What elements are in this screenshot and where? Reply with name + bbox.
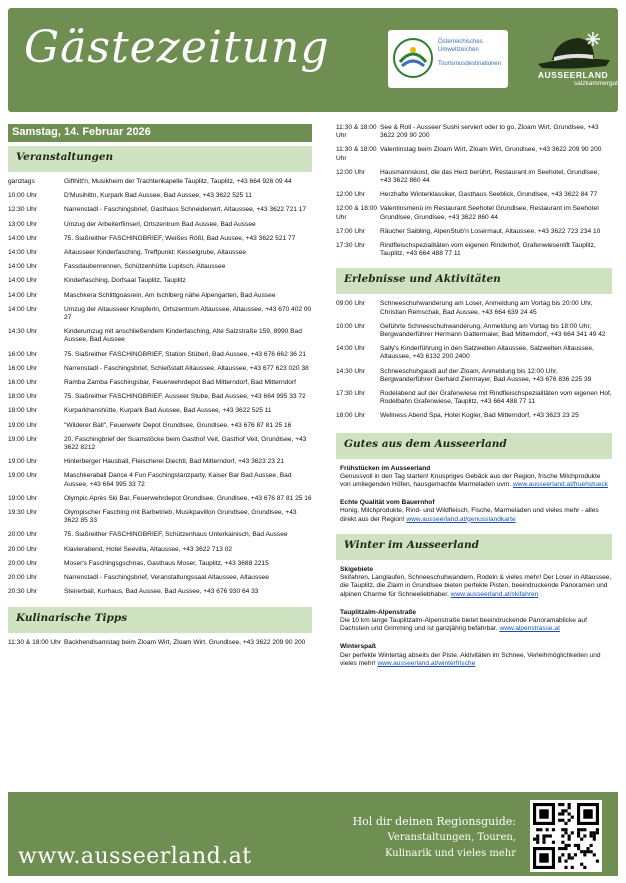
event-row	[336, 323, 612, 339]
qr-module	[574, 844, 577, 847]
event-row	[8, 509, 312, 525]
event-time: 19:00 Uhr	[8, 458, 37, 466]
tip-text: Skifahren, Langlaufen, Schneeschuhwandern, Rodeln & vieles mehr! Der Loser in Altaussee, die Tauplitz, die Zlaim in Grundlsee bieten perfekte Pisten, beeindruckende Panoramen und alpinen Charme für Schneeliebhaber.	[340, 574, 612, 598]
section-winter: Winter im Ausseerland	[336, 534, 612, 560]
event-row	[336, 345, 612, 361]
erlebnisse-list	[336, 300, 612, 420]
qr-module	[577, 831, 580, 834]
qr-module	[561, 841, 564, 844]
section-kulinarik: Kulinarische Tipps	[8, 607, 312, 633]
event-time: 18:00 Uhr	[8, 407, 37, 415]
tip-block	[340, 499, 612, 524]
event-time: 12:30 Uhr	[8, 206, 37, 214]
event-row	[336, 228, 612, 236]
qr-module	[568, 834, 571, 837]
event-time: 16:00 Uhr	[8, 350, 37, 358]
event-row	[8, 422, 312, 430]
qr-module	[542, 834, 545, 837]
qr-module	[586, 850, 589, 853]
qr-module	[596, 860, 599, 863]
qr-module	[571, 866, 574, 869]
qr-module	[561, 819, 564, 822]
event-row	[336, 169, 612, 185]
event-time: 20:00 Uhr	[8, 574, 37, 582]
event-row	[8, 458, 312, 466]
event-row	[8, 192, 312, 200]
event-description: Narrenstadl - Faschingsbrief, Schießstatt Altaussee, Altaussee, +43 677 623 020 38	[64, 364, 309, 372]
event-description: Rodelabend auf der Grafenwiese mit Rindfleischspezialitäten vom eigenen Hof, Rodelbahn Grafenwiese, Tauplitz, +43 664 488 77 11	[380, 390, 612, 406]
event-description: Narrenstadl - Faschingsbrief, Veranstaltungssaal Altaussee, Altaussee	[64, 574, 269, 582]
event-description: Umzug der Arbeiterflinserl, Ortszentrum Bad Aussee, Bad Aussee	[64, 220, 256, 228]
qr-module	[577, 847, 580, 850]
qr-module	[571, 856, 574, 859]
qr-module	[568, 812, 571, 815]
qr-module	[568, 806, 571, 809]
kulinarik-left-list	[8, 639, 312, 647]
kulinarik-right-list	[336, 124, 612, 258]
gutes-list	[336, 465, 612, 524]
right-column	[336, 124, 612, 678]
event-description: Schneeschuhwanderung am Loser, Anmeldung am Vortag bis 20:00 Uhr, Christian Remschak, Bad Aussee, +43 664 639 24 45	[380, 300, 593, 316]
event-time: 16:00 Uhr	[8, 379, 37, 387]
event-row	[336, 412, 612, 420]
date-bar: Samstag, 14. Februar 2026	[8, 124, 312, 142]
qr-module	[539, 809, 548, 818]
tip-heading: Frühstücken im Ausseerland	[340, 464, 431, 472]
footer-line-1: Hol dir deinen Regionsguide:	[352, 815, 516, 828]
section-veranstaltungen: Veranstaltungen	[8, 146, 312, 172]
footer-line-2: Veranstaltungen, Touren,	[387, 832, 516, 843]
qr-module	[561, 828, 564, 831]
event-time: 12:00 & 18:00 Uhr	[336, 205, 378, 221]
event-description: Valentinstag beim Zloam Wirt, Zloam Wirt, Grundlsee, +43 3622 209 90 200	[380, 146, 602, 154]
event-time: 14:00 Uhr	[8, 263, 37, 271]
event-description: Maschkeraball Dance 4 Fun Faschingstanzparty, Kaiser Bar Bad Aussee, Bad Aussee, +43 664 995 33 72	[64, 472, 292, 488]
brand-subtitle: salzkammergut	[573, 80, 618, 87]
tip-block	[340, 566, 612, 599]
event-time: 14:00 Uhr	[8, 291, 37, 299]
qr-module	[580, 838, 583, 841]
header-banner	[8, 8, 618, 112]
qr-module	[593, 831, 596, 834]
event-time: 09:00 Uhr	[336, 300, 365, 308]
qr-module	[583, 866, 586, 869]
qr-module	[561, 812, 564, 815]
event-description: Hinterberger Hausball, Fleischerei Diechtl, Bad Mitterndorf, +43 3623 23 21	[64, 458, 285, 466]
event-description: Räucher Saibling, AlpenStub'n Losermaut, Altaussee, +43 3622 723 234 10	[380, 227, 601, 235]
qr-module	[564, 860, 567, 863]
event-description: Backhendlsamstag beim Zloam Wirt, Zloam Wirt, Grundlsee, +43 3622 209 90 200	[64, 638, 306, 646]
event-time: 11:30 & 18:00 Uhr	[8, 638, 62, 646]
event-description: Gifthitt'n, Musikheim der Trachtenkapelle Tauplitz, Tauplitz, +43 664 926 09 44	[64, 178, 292, 185]
tip-link[interactable]: www.ausseerland.at/winterfrische	[377, 659, 476, 667]
brand-name: AUSSEERLAND	[537, 70, 609, 80]
event-description: 75. Siaßreither FASCHINGBRIEF, Ausseer Stube, Bad Aussee, +43 664 995 33 72	[64, 393, 306, 401]
event-description: See & Roll - Ausseer Sushi serviert oder to go, Zloam Wirt, Grundlsee, +43 3622 209 90 200	[380, 124, 599, 140]
event-description: Olympischer Fasching mit Barbetrieb, Musikpavillon Grundlsee, Grundlsee, +43 3622 85 33	[64, 509, 297, 525]
qr-module	[596, 828, 599, 831]
qr-module	[533, 838, 536, 841]
event-time: 14:00 Uhr	[336, 345, 365, 353]
event-row	[336, 390, 612, 406]
qr-module	[593, 838, 596, 841]
qr-module	[536, 841, 539, 844]
event-row	[8, 235, 312, 243]
event-row	[8, 379, 312, 387]
qr-module	[564, 809, 567, 812]
event-description: Hausmannskost, die das Herz berührt, Restaurant im Seehotel, Grundlsee, +43 3622 860 44	[380, 168, 600, 185]
qr-module	[568, 838, 571, 841]
event-time: ganztags	[8, 178, 35, 185]
event-description: Altausseer Kinderfasching, Treffpunkt: Kesselgrube, Altaussee	[64, 249, 247, 257]
event-description: Herzhafte Winterklassiker, Gasthaus Seeblick, Grundlsee, +43 3622 84 77	[380, 191, 598, 199]
event-time: 20:00 Uhr	[8, 531, 37, 539]
event-row	[8, 263, 312, 271]
event-row	[8, 328, 312, 344]
umweltzeichen-icon	[392, 36, 434, 80]
event-time: 10:00 Uhr	[8, 192, 37, 200]
qr-module	[583, 850, 586, 853]
event-row	[8, 531, 312, 539]
tip-link[interactable]: www.ausseerland.at/skifahren	[450, 590, 539, 598]
qr-module	[596, 831, 599, 834]
event-row	[8, 472, 312, 488]
qr-module	[536, 838, 539, 841]
event-time: 19:00 Uhr	[8, 435, 37, 443]
event-description: 75. Siaßreither FASCHINGBRIEF, Schützenhaus Unterkainisch, Bad Aussee	[64, 531, 288, 539]
qr-module	[590, 834, 593, 837]
event-description: Wellness Abend Spa, Hotel Kogler, Bad Mitterndorf, +43 3623 23 25	[380, 412, 579, 420]
tip-text: Genussvoll in den Tag starten! Knuspriges Gebäck aus der Region, frische Milchprodukte von umliegenden Höfen, hausgemachte Marmeladen uvm.	[340, 472, 601, 489]
qr-module	[590, 831, 593, 834]
event-row	[336, 368, 612, 384]
qr-module	[564, 844, 567, 847]
qr-module	[558, 819, 561, 822]
event-time: 14:00 Uhr	[8, 277, 37, 285]
event-row	[336, 242, 612, 258]
umwelt-line-1: Österreichisches	[438, 39, 483, 45]
tip-block	[340, 643, 612, 668]
qr-module	[539, 828, 542, 831]
event-row	[336, 191, 612, 199]
tip-text: Der perfekte Wintertag abseits der Piste. Aktivitäten im Schnee, Verleihmöglichkeiten und vieles mehr!	[340, 651, 601, 667]
qr-module	[586, 847, 589, 850]
event-time: 19:30 Uhr	[8, 509, 37, 517]
qr-module	[568, 844, 571, 847]
footer-line-3: Kulinarik und vieles mehr	[385, 848, 516, 859]
qr-module	[552, 828, 555, 831]
qr-module	[568, 819, 571, 822]
tip-heading: Tauplitzalm-Alpenstraße	[340, 608, 417, 616]
qr-module	[558, 812, 561, 815]
event-description: Kurparkhanshütte, Kurpark Bad Aussee, Bad Aussee, +43 3622 525 11	[64, 407, 272, 415]
event-description: Sally's Kinderführung in den Salzwelten Altaussee, Salzwelten Altaussee, Altaussee, +43 6132 200 2400	[380, 345, 594, 361]
event-description: Maschkera Schlittgoasrein, Am Ischlberg nähe Alpengarten, Bad Aussee	[64, 291, 276, 299]
footer-url[interactable]: www.ausseerland.at	[18, 844, 252, 869]
qr-module	[590, 844, 593, 847]
event-description: Kinderfasching, Dorfsaal Tauplitz, Tauplitz	[64, 277, 186, 285]
event-time: 12:00 Uhr	[336, 191, 365, 199]
event-row	[8, 249, 312, 257]
qr-module	[536, 834, 539, 837]
qr-module	[568, 853, 571, 856]
event-time: 14:00 Uhr	[8, 234, 37, 242]
qr-module	[580, 828, 583, 831]
event-time: 16:00 Uhr	[8, 364, 37, 372]
qr-module	[564, 847, 567, 850]
umweltzeichen-badge	[388, 30, 508, 88]
event-description: Moser's Faschingsgschnas, Gasthaus Moser, Tauplitz, +43 3688 2215	[64, 559, 269, 567]
qr-module	[580, 863, 583, 866]
event-description: Steirerball, Kurhaus, Bad Aussee, Bad Aussee, +43 676 930 64 33	[64, 588, 259, 596]
event-time: 10:00 Uhr	[336, 322, 365, 330]
qr-module	[568, 803, 571, 806]
event-time: 19:00 Uhr	[8, 494, 37, 502]
qr-module	[546, 828, 549, 831]
event-description: 20. Faschingbrief der Suamstöcke beim Gasthof Veit, Gasthof Veit, Grundlsee, +43 3622 8212	[64, 435, 307, 452]
qr-module	[564, 866, 567, 869]
qr-module	[583, 834, 586, 837]
qr-module	[536, 828, 539, 831]
event-time: 13:00 Uhr	[8, 220, 37, 228]
qr-module	[561, 853, 564, 856]
event-description: 75. Siaßreither FASCHINGBRIEF, Station Stüberl, Bad Aussee, +43 676 662 36 21	[64, 350, 307, 358]
umwelt-line-3: Tourismusdestinationen	[438, 61, 502, 67]
qr-module	[561, 847, 564, 850]
event-row	[8, 560, 312, 568]
event-row	[336, 124, 612, 140]
tip-heading: Winterspaß	[340, 643, 376, 651]
event-row	[336, 146, 612, 162]
event-description: Narrenstadl - Faschingsbrief, Gasthaus Schneiderwirt, Altaussee, +43 3622 721 17	[64, 206, 307, 214]
event-description: Klavierabend, Hotel Seevilla, Altaussee, +43 3622 713 02	[64, 545, 233, 553]
tip-text: Honig, Milchprodukte, Rind- und Wildfleisch, Fische, Marmeladen und vieles mehr - alles direkt aus der Region!	[340, 507, 599, 523]
qr-module	[593, 834, 596, 837]
footer-text	[338, 814, 516, 862]
event-time: 20:30 Uhr	[8, 588, 37, 596]
tip-heading: Skigebiete	[340, 565, 373, 573]
event-description: "Wilderer Ball", Feuerwehr Depot Grundlsee, Grundlsee, +43 676 87 81 25 16	[64, 421, 292, 429]
ausseerland-logo	[528, 30, 618, 90]
tip-block	[340, 609, 612, 634]
event-description: Valentinsmenü im Restaurant Seehotel Grundlsee, Restaurant im Seehotel Grundlsee, Grundlsee, +43 3622 860 44	[380, 205, 599, 221]
event-row	[8, 292, 312, 300]
umwelt-line-2: Umweltzeichen	[438, 47, 479, 53]
tip-block	[340, 465, 612, 490]
qr-module	[546, 834, 549, 837]
qr-module	[542, 841, 545, 844]
tip-text: Die 10 km lange Tauplitzalm-Alpenstraße bietet beeindruckende Panoramablicke auf Dachstein und Grimming und ist ganzjährig befahrbar.	[340, 616, 587, 633]
qr-module	[574, 853, 577, 856]
qr-module	[583, 828, 586, 831]
qr-module	[583, 853, 586, 856]
qr-module	[564, 831, 567, 834]
event-description: 75. Siaßreither FASCHINGBRIEF, Weißes Rößl, Bad Aussee, +43 3622 521 77	[64, 234, 296, 242]
event-row	[8, 277, 312, 285]
event-row	[8, 178, 312, 186]
event-row	[8, 546, 312, 554]
events-list	[8, 178, 312, 597]
event-row	[8, 574, 312, 582]
qr-module	[577, 828, 580, 831]
qr-module	[561, 803, 564, 806]
qr-module	[549, 834, 552, 837]
tip-link[interactable]: www.ausseerland.at/fruehstueck	[513, 481, 608, 489]
event-time: 20:00 Uhr	[8, 559, 37, 567]
tip-heading: Echte Qualität vom Bauernhof	[340, 499, 435, 507]
qr-module	[571, 816, 574, 819]
section-gutes: Gutes aus dem Ausseerland	[336, 433, 612, 459]
event-description: Schneeschuhgaudi auf der Zloam, Anmeldung bis 12:00 Uhr, Bergwanderführer Gerhard Ziermayer, Bad Aussee, +43 676 836 225 39	[380, 367, 592, 383]
qr-module	[564, 828, 567, 831]
qr-module	[577, 844, 580, 847]
qr-module	[558, 856, 561, 859]
section-erlebnisse: Erlebnisse und Aktivitäten	[336, 268, 612, 294]
qr-module	[561, 809, 564, 812]
qr-module	[558, 860, 561, 863]
event-time: 19:00 Uhr	[8, 421, 37, 429]
event-description: Ramba Zamba Faschingsbar, Feuerwehrdepot Bad Mitterndorf, Bad Mitterndorf	[64, 379, 296, 387]
qr-module	[571, 831, 574, 834]
qr-module	[568, 856, 571, 859]
winter-list	[336, 566, 612, 668]
event-time: 19:00 Uhr	[8, 472, 37, 480]
event-description: Geführte Schneeschuhwanderung, Anmeldung am Vortag bis 18:00 Uhr, Bergwanderführer Hermann Gattermaier, Bad Mitterndorf, +43 664 341 49 42	[380, 322, 606, 339]
event-row	[8, 588, 312, 596]
qr-module	[590, 850, 593, 853]
qr-module	[558, 847, 561, 850]
event-row	[336, 205, 612, 221]
event-row	[8, 639, 312, 647]
event-time: 11:30 & 18:00 Uhr	[336, 146, 377, 162]
event-time: 14:30 Uhr	[8, 328, 37, 336]
event-time: 17:30 Uhr	[336, 242, 365, 250]
event-row	[8, 306, 312, 322]
qr-code[interactable]	[530, 800, 602, 872]
event-row	[8, 407, 312, 415]
event-row	[8, 221, 312, 229]
tip-link[interactable]: www.alpenstrasse.at	[499, 625, 560, 633]
qr-module	[577, 834, 580, 837]
event-time: 20:00 Uhr	[8, 545, 37, 553]
event-time: 17:30 Uhr	[336, 390, 365, 398]
event-time: 12:00 Uhr	[336, 168, 365, 176]
event-time: 17:00 Uhr	[336, 227, 365, 235]
left-column	[8, 124, 312, 653]
event-row	[8, 206, 312, 214]
event-time: 14:00 Uhr	[8, 249, 37, 257]
event-description: Umzug der Altausseer Knopferln, Ortszentrum Altaussee, Altaussee, +43 670 402 00 27	[64, 305, 312, 322]
event-row	[8, 495, 312, 503]
event-time: 14:00 Uhr	[8, 305, 37, 313]
event-time: 11:30 & 18:00 Uhr	[336, 124, 377, 140]
qr-module	[539, 853, 548, 862]
qr-module	[583, 809, 592, 818]
event-time: 18:00 Uhr	[8, 393, 37, 401]
footer-banner	[8, 792, 618, 876]
event-row	[8, 436, 312, 452]
qr-code-icon	[533, 803, 599, 869]
page-title: Gästezeitung	[24, 22, 330, 73]
event-row	[8, 351, 312, 359]
event-row	[336, 300, 612, 316]
event-time: 18:00 Uhr	[336, 412, 365, 420]
qr-module	[558, 803, 561, 806]
event-row	[8, 365, 312, 373]
event-time: 14:30 Uhr	[336, 367, 365, 375]
qr-module	[593, 853, 596, 856]
event-description: Olympic Après Ski Bar, Feuerwehrdepot Grundlsee, Grundlsee, +43 676 87 81 25 16	[64, 494, 312, 502]
event-description: Rindfleischspezialitäten vom eigenen Rinderhof, Grafenwiesenlift Tauplitz, Tauplitz, +43 664 488 77 11	[380, 242, 596, 258]
qr-module	[542, 838, 545, 841]
qr-module	[580, 850, 583, 853]
event-description: Fassdaubenrennen, Schützenhütte Lupitsch, Altaussee	[64, 263, 226, 271]
event-row	[8, 393, 312, 401]
qr-module	[564, 822, 567, 825]
qr-module	[552, 841, 555, 844]
event-description: Kinderumzug mit anschließendem Kinderfasching, Alte Salzstraße 159, 8990 Bad Aussee, Bad Aussee	[64, 328, 302, 344]
hat-icon	[528, 30, 618, 70]
event-description: D'Musihittn, Kurpark Bad Aussee, Bad Aussee, +43 3622 525 11	[64, 192, 252, 200]
qr-module	[561, 834, 564, 837]
tip-link[interactable]: www.ausseerland.at/genusslandkarte	[406, 515, 516, 523]
